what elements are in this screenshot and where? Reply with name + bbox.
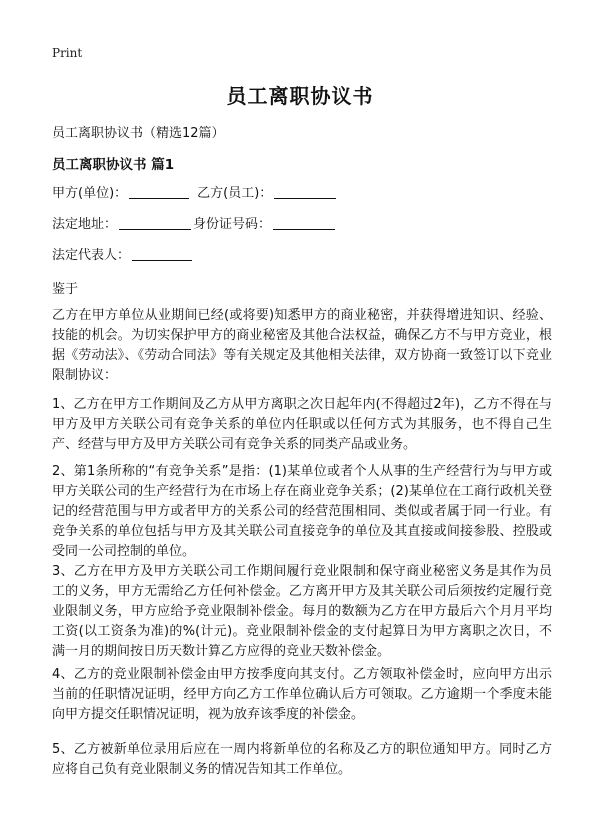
party-fields-row: [52, 182, 338, 201]
party-b-label: 乙方(员工)：: [197, 186, 273, 201]
representative-blank: [132, 246, 192, 261]
clause-2-paragraph: 2、第1条所称的“有竞争关系”是指：(1)某单位或者个人从事的生产经营行为与甲方或甲方关联公司的生产经营行为在市场上存在商业竞争关系；(2)某单位在工商行政机关登记的经营范围与甲方或者甲方的关系公司的经营范围相同、类似或者属于同一行业。有竞争关系的单位包括与甲方及其关联公司直接竞争的单位及其直接或间接参股、控股或受同一公司控制的单位。: [52, 464, 552, 559]
address-label: 法定地址：: [52, 217, 118, 232]
clause-1-paragraph: 1、乙方在甲方工作期间及乙方从甲方离职之次日起年内(不得超过2年)，乙方不得在与甲方及甲方关联公司有竞争关系的单位内任职或以任何方式为其服务，也不得自己生产、经营与甲方及甲方关联公司有竞争关系的同类产品或业务。: [52, 397, 552, 452]
document-title: 员工离职协议书: [226, 84, 374, 108]
representative-field-row: [52, 244, 194, 263]
clause-5-paragraph: 5、乙方被新单位录用后应在一周内将新单位的名称及乙方的职位通知甲方。同时乙方应将自己负有竞业限制义务的情况告知其工作单位。: [52, 742, 552, 777]
address-blank: [119, 215, 191, 230]
party-a-label: 甲方(单位)：: [52, 186, 128, 201]
party-a-blank: [129, 184, 189, 199]
id-number-label: 身份证号码：: [193, 217, 272, 232]
id-number-blank: [273, 215, 335, 230]
representative-label: 法定代表人：: [52, 248, 131, 263]
intro-paragraph: 乙方在甲方单位从业期间已经(或将要)知悉甲方的商业秘密，并获得增进知识、经验、技能的机会。为切实保护甲方的商业秘密及其他合法权益，确保乙方不与甲方竞业，根据《劳动法》、《劳动合同法》等有关规定及其他相关法律，双方协商一致签订以下竞业限制协议：: [52, 308, 552, 383]
print-link[interactable]: Print: [52, 46, 83, 60]
section-heading: 员工离职协议书 篇1: [52, 157, 175, 173]
whereas-label: 鉴于: [52, 282, 79, 297]
clause-4-paragraph: 4、乙方的竞业限制补偿金由甲方按季度向其支付。乙方领取补偿金时，应向甲方出示当前的任职情况证明，经甲方向乙方工作单位确认后方可领取。乙方逾期一个季度未能向甲方提交任职情况证明，视为放弃该季度的补偿金。: [52, 667, 552, 722]
document-subtitle: 员工离职协议书（精选12篇）: [52, 126, 225, 141]
clause-3-paragraph: 3、乙方在甲方及甲方关联公司工作期间履行竞业限制和保守商业秘密义务是其作为员工的义务，甲方无需给乙方任何补偿金。乙方离开甲方及其关联公司后须按约定履行竞业限制义务，甲方应给予竞业限制补偿金。每月的数额为乙方在甲方最后六个月月平均工资(以工资条为准)的%(计元)。竞业限制补偿金的支付起算日为甲方离职之次日，不满一月的期间按日历天数计算乙方应得的竞业天数补偿金。: [52, 564, 552, 659]
address-fields-row: [52, 213, 337, 232]
party-b-blank: [274, 184, 336, 199]
